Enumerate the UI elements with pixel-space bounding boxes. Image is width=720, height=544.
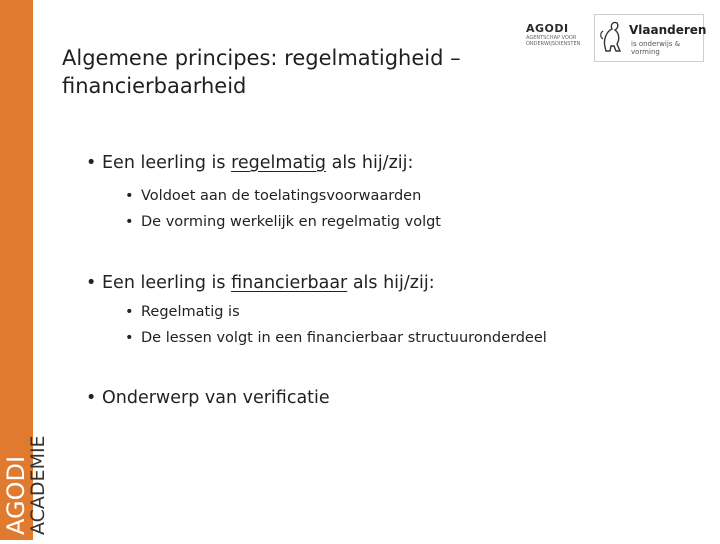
sub-bullet-text: Voldoet aan de toelatingsvoorwaarden xyxy=(141,188,422,204)
agodi-academie-vertical-logo xyxy=(0,420,50,540)
vlaanderen-logo-name: Vlaanderen xyxy=(629,23,707,37)
vlaanderen-logo xyxy=(594,14,707,62)
agodi-logo xyxy=(526,22,596,58)
sub-bullet xyxy=(125,304,240,320)
bullet-dot: • xyxy=(86,273,97,293)
bullet-underlined-term: financierbaar xyxy=(231,273,348,293)
header-logos xyxy=(526,14,706,60)
bullet-underlined-term: regelmatig xyxy=(231,153,327,173)
sub-bullet-text: De lessen volgt in een financierbaar structuuronderdeel xyxy=(141,330,547,346)
bullet-text-end: als hij/zij: xyxy=(326,153,414,173)
agodi-logo-sub-2: ONDERWIJSDIENSTEN xyxy=(526,41,581,47)
sub-bullet xyxy=(125,330,547,346)
sub-bullet xyxy=(125,188,421,204)
vlaanderen-logo-sub: is onderwijs & vorming xyxy=(631,40,681,56)
bullet-verificatie xyxy=(86,388,330,408)
brand-academie-text: ACADEMIE xyxy=(27,435,49,535)
slide-title: Algemene principes: regelmatigheid – financierbaarheid xyxy=(62,46,461,98)
flemish-lion-icon xyxy=(597,17,627,57)
bullet-dot: • xyxy=(125,214,134,230)
sub-bullet-text: Regelmatig is xyxy=(141,304,240,320)
bullet-text: Onderwerp van verificatie xyxy=(102,388,330,408)
bullet-dot: • xyxy=(125,304,134,320)
agodi-logo-sub-1: AGENTSCHAP VOOR xyxy=(526,35,577,41)
bullet-financierbaar xyxy=(86,273,435,293)
brand-agodi-text: AGODI xyxy=(2,455,30,535)
bullet-regelmatig xyxy=(86,153,413,173)
agodi-logo-name: AGODI xyxy=(526,22,569,35)
sub-bullet xyxy=(125,214,441,230)
bullet-text: Een leerling is xyxy=(102,153,232,173)
bullet-text-end: als hij/zij: xyxy=(347,273,435,293)
bullet-dot: • xyxy=(86,153,97,173)
bullet-text: Een leerling is xyxy=(102,273,232,293)
sub-bullet-text: De vorming werkelijk en regelmatig volgt xyxy=(141,214,441,230)
bullet-dot: • xyxy=(86,388,97,408)
bullet-dot: • xyxy=(125,330,134,346)
bullet-dot: • xyxy=(125,188,134,204)
